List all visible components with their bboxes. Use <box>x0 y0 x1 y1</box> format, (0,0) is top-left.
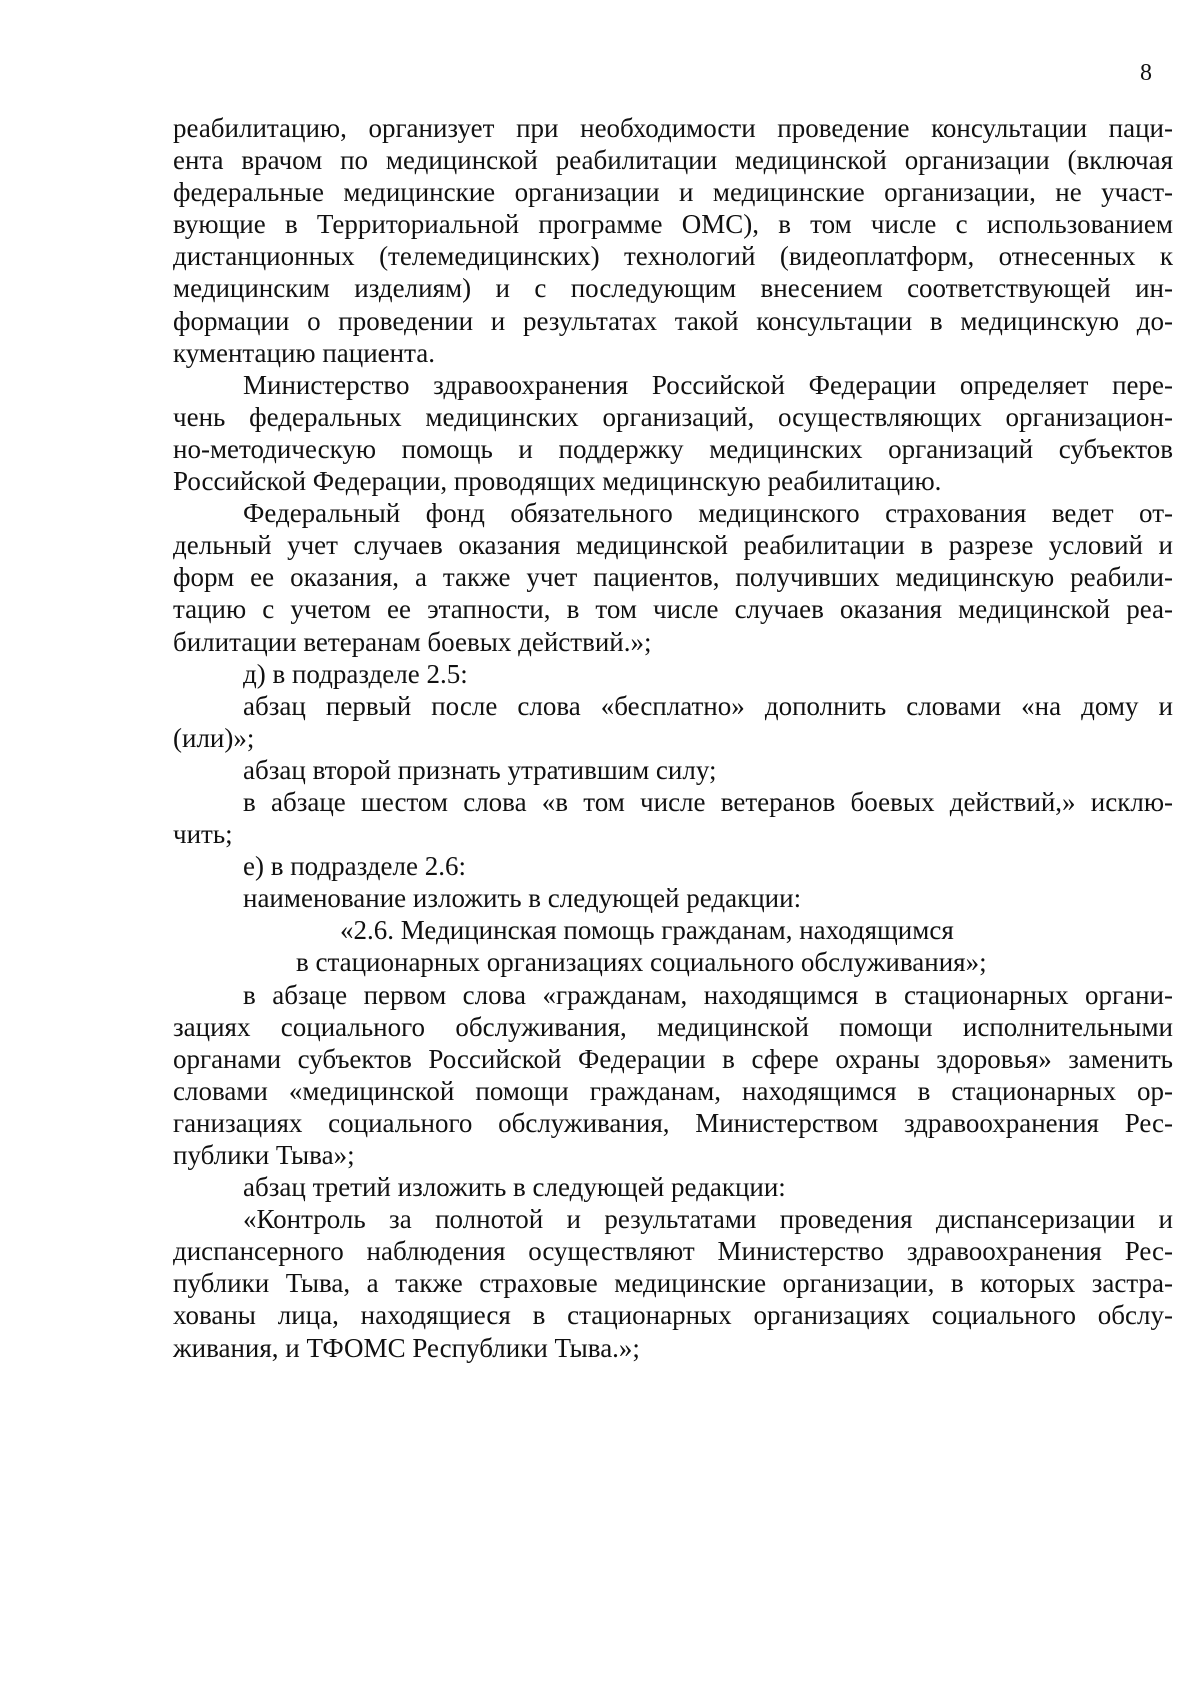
text-line <box>0 561 1200 593</box>
text-line <box>0 850 1200 882</box>
text-line-content: в абзаце шестом слова «в том числе ветеранов боевых действий,» исклю- <box>243 786 1173 817</box>
text-line-content: дельный учет случаев оказания медицинской реабилитации в разрезе условий и <box>173 530 1173 561</box>
text-line <box>0 1107 1200 1139</box>
text-line <box>0 1011 1200 1043</box>
text-line <box>0 497 1200 529</box>
text-line <box>0 144 1200 176</box>
text-line <box>0 1235 1200 1267</box>
text-line-content: в стационарных организациях социального обслуживания»; <box>296 947 987 978</box>
text-line-content: медицинским изделиям) и с последующим внесением соответствующей ин- <box>173 273 1173 304</box>
text-line <box>0 979 1200 1011</box>
text-line <box>0 112 1200 144</box>
text-line <box>0 369 1200 401</box>
text-line-content: абзац первый после слова «бесплатно» дополнить словами «на дому и <box>243 690 1173 721</box>
text-line <box>0 690 1200 722</box>
text-line <box>0 626 1200 658</box>
text-line <box>0 882 1200 914</box>
text-line-content: реабилитацию, организует при необходимости проведение консультации паци- <box>173 113 1173 143</box>
text-line-content: «2.6. Медицинская помощь гражданам, находящимся <box>340 915 954 946</box>
text-line <box>0 240 1200 272</box>
text-line-content: зациях социального обслуживания, медицинской помощи исполнительными <box>173 1011 1173 1042</box>
text-line <box>0 401 1200 433</box>
text-line <box>0 337 1200 369</box>
text-line-content: публики Тыва»; <box>173 1140 355 1170</box>
text-line-content: чень федеральных медицинских организаций, осуществляющих организацион- <box>173 401 1173 432</box>
text-line <box>0 465 1200 497</box>
text-line-content: Федеральный фонд обязательного медицинского страхования ведет от- <box>243 498 1173 529</box>
text-line <box>0 176 1200 208</box>
text-line-content: словами «медицинской помощи гражданам, находящимся в стационарных ор- <box>173 1075 1173 1106</box>
text-line-content: кументацию пациента. <box>173 337 435 368</box>
text-line-content: хованы лица, находящиеся в стационарных организациях социального обслу- <box>173 1300 1173 1331</box>
text-line <box>0 1203 1200 1235</box>
text-line <box>0 722 1200 754</box>
text-line-content: билитации ветеранам боевых действий.»; <box>173 626 652 657</box>
text-line <box>0 272 1200 304</box>
text-line-content: но-методическую помощь и поддержку медицинских организаций субъектов <box>173 433 1173 464</box>
text-line <box>0 1171 1200 1203</box>
text-line-content: д) в подразделе 2.5: <box>243 658 468 689</box>
text-line-content: в абзаце первом слова «гражданам, находящимся в стационарных органи- <box>243 979 1173 1010</box>
text-line-content: ганизациях социального обслуживания, Министерством здравоохранения Рес- <box>173 1107 1173 1138</box>
text-line-content: публики Тыва, а также страховые медицинские организации, в которых застра- <box>173 1268 1173 1299</box>
text-line-content: ента врачом по медицинской реабилитации медицинской организации (включая <box>173 145 1173 176</box>
text-line <box>0 946 1200 978</box>
text-line <box>0 305 1200 337</box>
text-line <box>0 658 1200 690</box>
text-line <box>0 208 1200 240</box>
text-line-content: Министерство здравоохранения Российской Федерации определяет пере- <box>243 369 1173 400</box>
document-body <box>0 112 1200 1364</box>
text-line <box>0 593 1200 625</box>
text-line-content: абзац второй признать утратившим силу; <box>243 754 717 785</box>
text-line <box>0 754 1200 786</box>
text-line <box>0 1075 1200 1107</box>
text-line-content: федеральные медицинские организации и медицинские организации, не участ- <box>173 177 1173 208</box>
text-line <box>0 1299 1200 1331</box>
text-line <box>0 818 1200 850</box>
text-line-content: живания, и ТФОМС Республики Тыва.»; <box>173 1332 640 1363</box>
text-line-content: абзац третий изложить в следующей редакции: <box>243 1172 786 1203</box>
text-line <box>0 1043 1200 1075</box>
text-line <box>0 786 1200 818</box>
text-line <box>0 433 1200 465</box>
text-line-content: форм ее оказания, а также учет пациентов, получивших медицинскую реабили- <box>173 562 1173 593</box>
text-line-content: тацию с учетом ее этапности, в том числе случаев оказания медицинской реа- <box>173 594 1173 625</box>
text-line-content: Российской Федерации, проводящих медицинскую реабилитацию. <box>173 466 942 497</box>
text-line-content: диспансерного наблюдения осуществляют Министерство здравоохранения Рес- <box>173 1236 1173 1267</box>
text-line-content: наименование изложить в следующей редакции: <box>243 883 802 914</box>
text-line-content: органами субъектов Российской Федерации в сфере охраны здоровья» заменить <box>173 1043 1173 1074</box>
page-number: 8 <box>1140 60 1152 86</box>
text-line <box>0 1139 1200 1171</box>
text-line <box>0 529 1200 561</box>
text-line-content: формации о проведении и результатах такой консультации в медицинскую до- <box>173 305 1173 336</box>
text-line-content: (или)»; <box>173 722 255 753</box>
text-line-content: е) в подразделе 2.6: <box>243 851 466 882</box>
text-line <box>0 1332 1200 1364</box>
text-line-content: вующие в Территориальной программе ОМС), в том числе с использованием <box>173 209 1173 240</box>
text-line-content: чить; <box>173 819 233 850</box>
text-line-content: «Контроль за полнотой и результатами проведения диспансеризации и <box>243 1204 1173 1235</box>
text-line <box>0 1267 1200 1299</box>
text-line <box>0 914 1200 946</box>
text-line-content: дистанционных (телемедицинских) технологий (видеоплатформ, отнесенных к <box>173 241 1173 272</box>
